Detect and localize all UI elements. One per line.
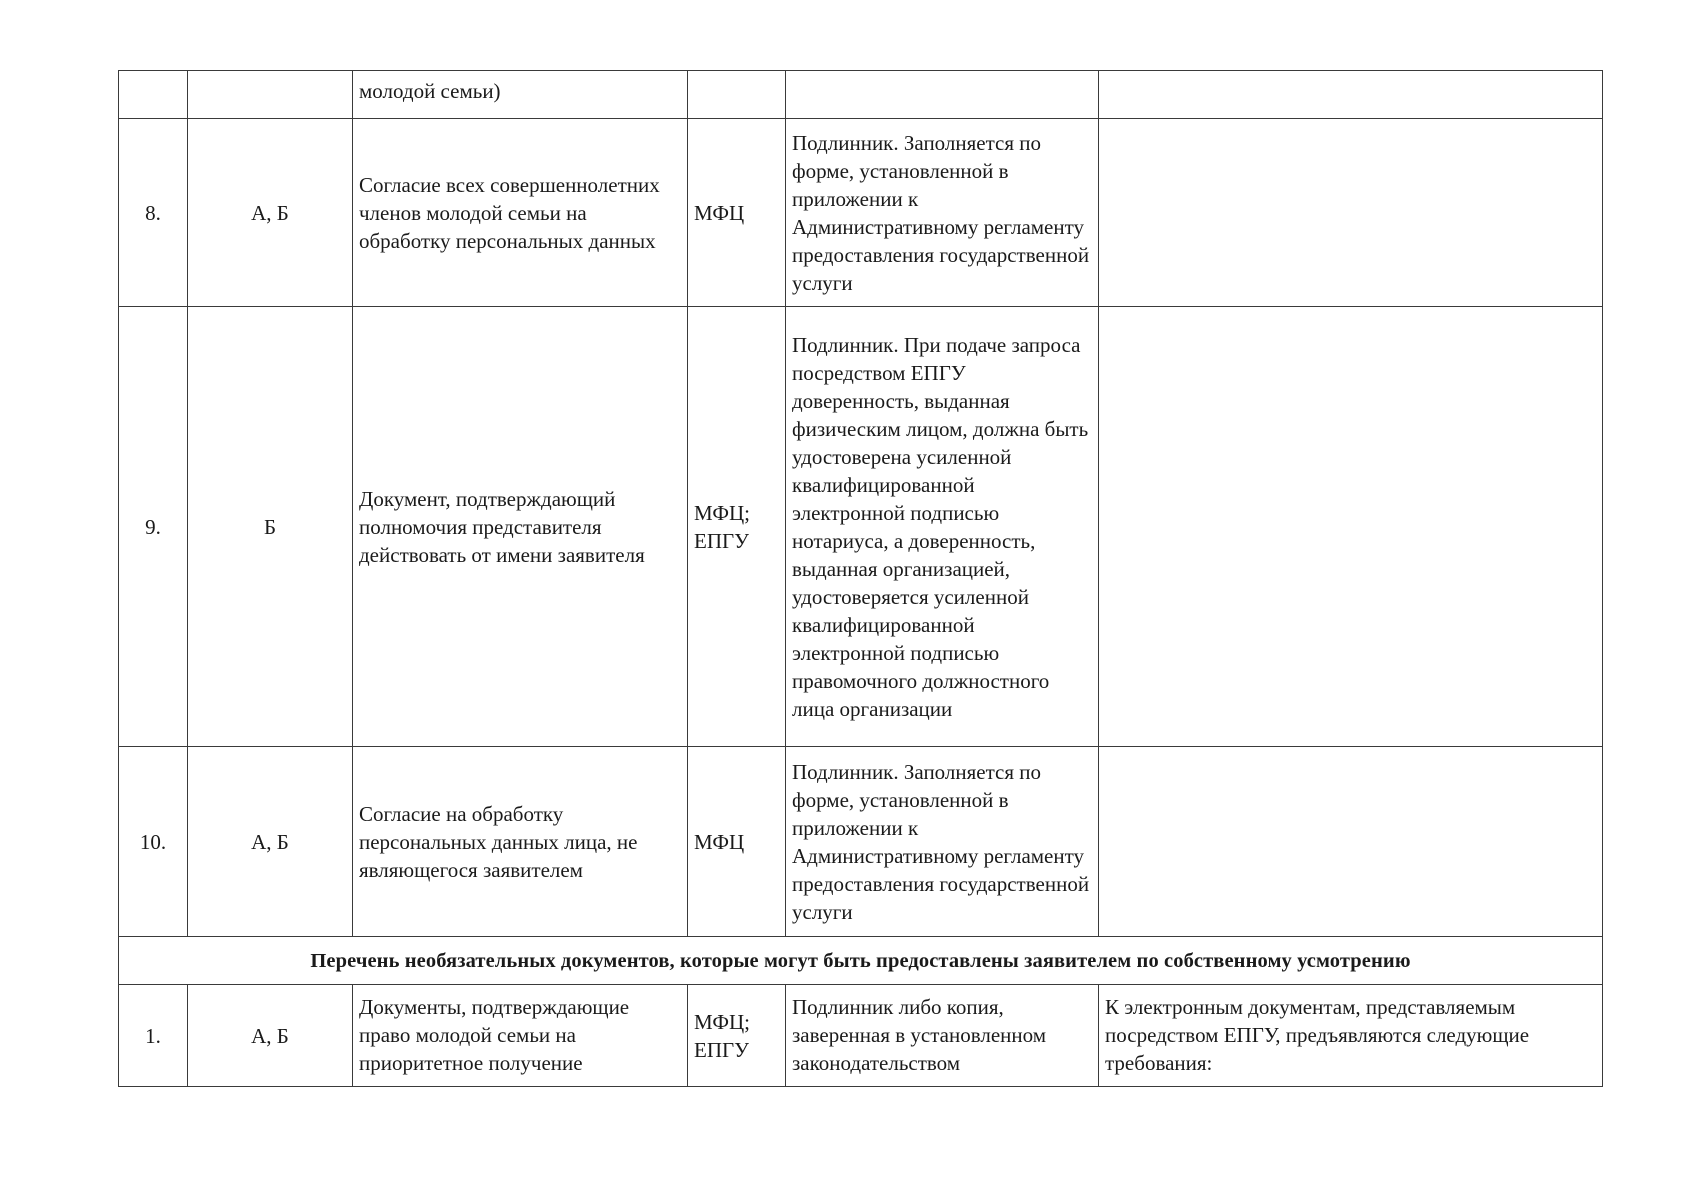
- row-number: 10.: [119, 747, 188, 937]
- additional-requirements: [1099, 71, 1603, 119]
- documents-table: [118, 70, 1603, 1087]
- document-name: молодой семьи): [353, 71, 688, 119]
- table-row: [119, 985, 1603, 1087]
- additional-requirements: [1099, 307, 1603, 747]
- section-heading-row: [119, 937, 1603, 985]
- applicant-category: А, Б: [188, 985, 353, 1087]
- applicant-category: А, Б: [188, 747, 353, 937]
- document-name: Согласие всех совершеннолетних членов молодой семьи на обработку персональных данных: [353, 119, 688, 307]
- document-requirements: Подлинник. Заполняется по форме, установленной в приложении к Административному регламенту предоставления государственной услуги: [786, 747, 1099, 937]
- applicant-category: А, Б: [188, 119, 353, 307]
- submission-place: МФЦ; ЕПГУ: [688, 985, 786, 1087]
- additional-requirements: [1099, 747, 1603, 937]
- document-requirements: [786, 71, 1099, 119]
- submission-place: МФЦ; ЕПГУ: [688, 307, 786, 747]
- additional-requirements: [1099, 119, 1603, 307]
- table-row: [119, 71, 1603, 119]
- section-heading: Перечень необязательных документов, которые могут быть предоставлены заявителем по собственному усмотрению: [119, 937, 1603, 985]
- row-number: [119, 71, 188, 119]
- row-number: 9.: [119, 307, 188, 747]
- document-requirements: Подлинник. При подаче запроса посредством ЕПГУ доверенность, выданная физическим лицом, должна быть удостоверена усиленной квалифицированной электронной подписью нотариуса, а доверенность, выданная организацией, удостоверяется усиленной квалифицированной электронной подписью правомочного должностного лица организации: [786, 307, 1099, 747]
- submission-place: МФЦ: [688, 119, 786, 307]
- submission-place: МФЦ: [688, 747, 786, 937]
- document-name: Документы, подтверждающие право молодой семьи на приоритетное получение: [353, 985, 688, 1087]
- document-name: Согласие на обработку персональных данных лица, не являющегося заявителем: [353, 747, 688, 937]
- table-row: [119, 307, 1603, 747]
- submission-place: [688, 71, 786, 119]
- document-requirements: Подлинник либо копия, заверенная в установленном законодательством: [786, 985, 1099, 1087]
- additional-requirements: К электронным документам, представляемым посредством ЕПГУ, предъявляются следующие требования:: [1099, 985, 1603, 1087]
- table-row: [119, 119, 1603, 307]
- document-requirements: Подлинник. Заполняется по форме, установленной в приложении к Административному регламенту предоставления государственной услуги: [786, 119, 1099, 307]
- applicant-category: [188, 71, 353, 119]
- document-name: Документ, подтверждающий полномочия представителя действовать от имени заявителя: [353, 307, 688, 747]
- applicant-category: Б: [188, 307, 353, 747]
- table-row: [119, 747, 1603, 937]
- row-number: 1.: [119, 985, 188, 1087]
- row-number: 8.: [119, 119, 188, 307]
